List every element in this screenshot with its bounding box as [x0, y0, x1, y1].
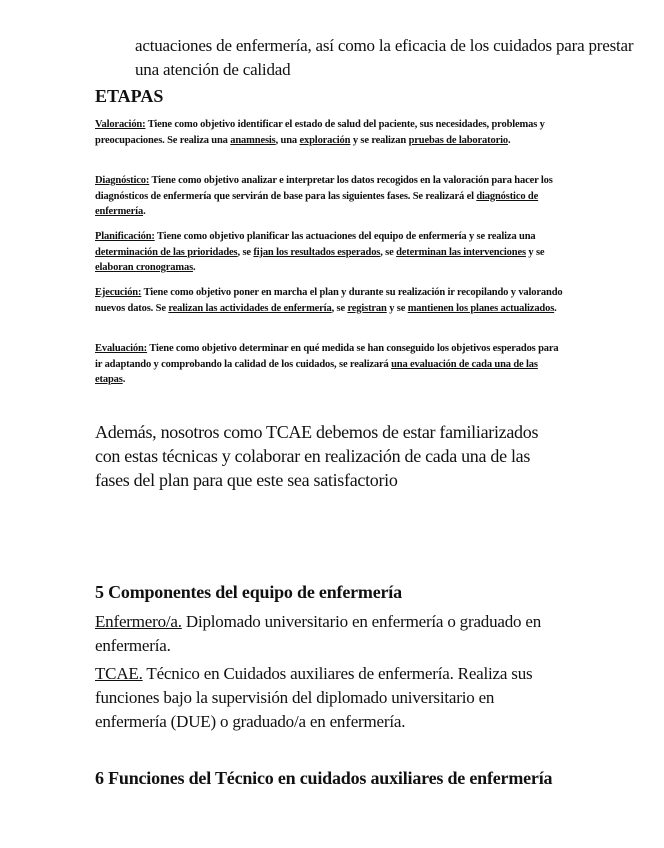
stage-text: , se	[380, 246, 397, 258]
stage-underlined-term: registran	[347, 302, 387, 314]
stage-text: .	[193, 262, 196, 273]
component-description: Técnico en Cuidados auxiliares de enfermería. Realiza sus funciones bajo la supervisión del diplomado universitario en enfermería (DUE) o graduado/a en enfermería.	[95, 664, 533, 731]
stage-title: Planificación:	[95, 231, 155, 242]
stage-diagnostico	[95, 173, 565, 220]
stage-underlined-term: diagnóstico de enfermería	[95, 190, 539, 217]
stage-title: Evaluación:	[95, 343, 148, 354]
stage-underlined-term: determinan las intervenciones	[396, 246, 526, 258]
etapas-heading: ETAPAS	[95, 86, 164, 106]
stage-text: y se	[386, 302, 408, 314]
stage-text: .	[143, 206, 146, 217]
component-term: Enfermero/a.	[95, 612, 182, 631]
section-5-heading: 5 Componentes del equipo de enfermería	[95, 582, 402, 602]
component-tcae	[95, 662, 555, 734]
stage-text: .	[554, 302, 557, 314]
stage-underlined-term: anamnesis	[230, 134, 276, 146]
stage-underlined-term: pruebas de laboratorio	[408, 134, 508, 146]
stage-planificacion	[95, 229, 565, 276]
stage-underlined-term: una evaluación de cada una de las etapas	[95, 358, 538, 385]
stage-text: , una	[275, 134, 300, 146]
stage-underlined-term: exploración	[299, 134, 351, 146]
stage-text: Tiene como objetivo planificar las actuaciones del equipo de enfermería y se realiza una	[154, 231, 536, 242]
component-enfermero	[95, 610, 555, 658]
stage-valoracion	[95, 117, 565, 148]
stage-title: Valoración:	[95, 119, 146, 130]
stage-title: Diagnóstico:	[95, 175, 150, 186]
stage-text: , se	[237, 246, 254, 258]
stage-ejecucion	[95, 285, 565, 316]
section-6-heading: 6 Funciones del Técnico en cuidados auxiliares de enfermería	[95, 768, 553, 788]
stage-underlined-term: fijan los resultados esperados	[253, 246, 381, 258]
stage-evaluacion	[95, 341, 565, 388]
intro-paragraph: actuaciones de enfermería, así como la eficacia de los cuidados para prestar una atención de calidad	[135, 36, 634, 79]
tcae-paragraph: Además, nosotros como TCAE debemos de estar familiarizados con estas técnicas y colaborar en realización de cada una de las fases del plan para que este sea satisfactorio	[95, 422, 539, 490]
stage-text: , se	[331, 302, 348, 314]
stage-text: y se realizan	[350, 134, 409, 146]
stage-text: Tiene como objetivo analizar e interpretar los datos recogidos en la valoración para hacer los diagnósticos de enfermería que servirán de base para las siguientes fases. Se realizará el	[95, 175, 553, 202]
stage-text: Tiene como objetivo determinar en qué medida se han conseguido los objetivos esperados para ir adaptando y comprobando la calidad de los cuidados, se realizará	[95, 343, 559, 370]
stage-text: y se	[525, 246, 545, 258]
stage-underlined-term: determinación de las prioridades	[95, 246, 238, 258]
stage-underlined-term: mantienen los planes actualizados	[407, 302, 555, 314]
stage-underlined-term: elaboran cronogramas	[95, 262, 194, 273]
stage-text: Tiene como objetivo identificar el estado de salud del paciente, sus necesidades, problemas y preocupaciones. Se realiza una	[95, 119, 545, 146]
component-description: Diplomado universitario en enfermería o graduado en enfermería.	[95, 612, 542, 655]
component-term: TCAE.	[95, 664, 143, 683]
stage-text: .	[507, 134, 511, 146]
stage-text: .	[122, 374, 126, 385]
stage-underlined-term: realizan las actividades de enfermería	[168, 302, 332, 314]
stage-title: Ejecución:	[95, 287, 142, 298]
stage-text: Tiene como objetivo poner en marcha el plan y durante su realización ir recopilando y valorando nuevos datos. Se	[95, 287, 563, 314]
